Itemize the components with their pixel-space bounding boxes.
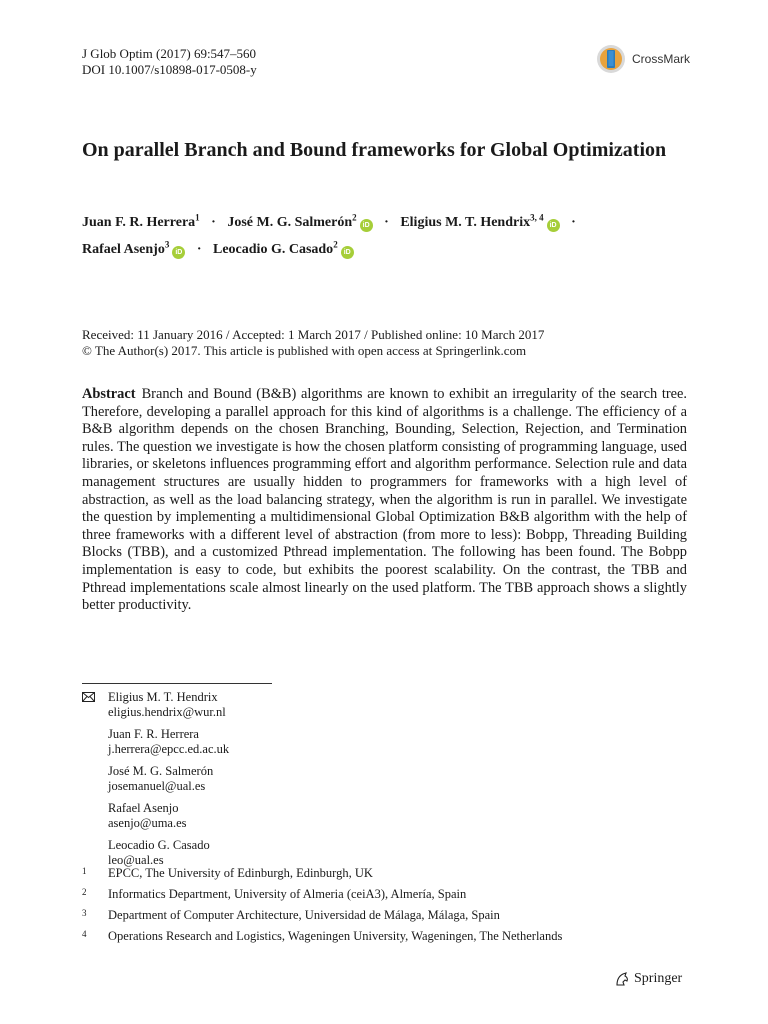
- contact-name: José M. G. Salmerón: [108, 764, 214, 778]
- author-affiliation-mark: 1: [195, 212, 200, 222]
- contact-name: Juan F. R. Herrera: [108, 727, 199, 741]
- paper-title: On parallel Branch and Bound frameworks for Global Optimization: [82, 139, 667, 161]
- author-name: Leocadio G. Casado: [213, 242, 334, 258]
- received-accepted-line: Received: 11 January 2016 / Accepted: 1 March 2017 / Published online: 10 March 2017: [82, 327, 545, 342]
- publisher-logo: [614, 971, 682, 987]
- author-separator: ·: [196, 242, 202, 258]
- copyright-line: © The Author(s) 2017. This article is published with open access at Springerlink.com: [82, 343, 527, 358]
- affiliation-text: Department of Computer Architecture, Universidad de Málaga, Málaga, Spain: [108, 908, 500, 922]
- contact-email[interactable]: asenjo@uma.es: [108, 816, 187, 830]
- contact-name: Eligius M. T. Hendrix: [108, 690, 218, 704]
- author: [400, 212, 559, 230]
- affiliation-item: [82, 887, 682, 902]
- author: [227, 212, 372, 230]
- crossmark-badge[interactable]: [596, 44, 690, 74]
- doi-link[interactable]: DOI 10.1007/s10898-017-0508-y: [82, 62, 257, 77]
- author-separator: ·: [211, 214, 216, 230]
- crossmark-label: CrossMark: [632, 52, 691, 66]
- contact-entry: [108, 764, 229, 794]
- contact-entry: [108, 838, 229, 868]
- author-name: Rafael Asenjo: [82, 242, 165, 258]
- abstract-text: Branch and Bound (B&B) algorithms are known to exhibit an irregularity of the search tree. Therefore, developing a parallel approach for this kind of algorithms is a challenge. The efficiency of a B&B algorithm depends on the chosen Branching, Bounding, Selection, Rejection, and Termination rules. The question we investigate is how the chosen platform consisting of programming language, used libraries, or skeletons influences programming effort and algorithm performance. Selection rule and data management structures are usually hidden to programmers for frameworks with a high level of abstraction, as well as the load balancing strategy, when the algorithm is run in parallel. We investigate the question by implementing a multidimensional Global Optimization B&B algorithm with the help of three frameworks with a different level of abstraction (from more to less): Bobpp, Threading Building Blocks (TBB), and a customized Pthread implementation. The following has been found. The Bobpp implementation is easy to code, but exhibits the poorest scalability. On the contrast, the TBB and Pthread implementations scale almost linearly on the used platform. The TBB approach shows a slightly better productivity.: [82, 386, 687, 614]
- abstract-label: Abstract: [82, 386, 136, 402]
- contact-email[interactable]: leo@ual.es: [108, 853, 164, 867]
- orcid-icon[interactable]: iD: [172, 246, 185, 259]
- author: [82, 239, 185, 258]
- author-affiliation-mark: 2: [352, 212, 357, 222]
- author: [82, 212, 200, 230]
- affiliation-text: EPCC, The University of Edinburgh, Edinburgh, UK: [108, 866, 373, 880]
- author: [213, 239, 354, 258]
- affiliation-item: [82, 908, 682, 923]
- affiliation-number: 3: [82, 908, 87, 918]
- author-separator: ·: [571, 214, 576, 230]
- author-name: Eligius M. T. Hendrix: [400, 214, 531, 230]
- contact-entry: [108, 690, 229, 720]
- author-affiliation-mark: 3: [164, 239, 170, 250]
- author-name: Juan F. R. Herrera: [82, 214, 196, 230]
- author-list: [82, 206, 692, 261]
- author-affiliation-mark: 3, 4: [530, 212, 544, 222]
- journal-header: [82, 46, 257, 78]
- affiliation-item: [82, 929, 682, 944]
- journal-citation: J Glob Optim (2017) 69:547–560: [82, 46, 257, 61]
- envelope-icon: [82, 692, 95, 702]
- footnote-rule: [82, 683, 272, 684]
- publisher-name: Springer: [634, 971, 683, 986]
- contact-entry: [108, 801, 229, 831]
- contact-entry: [108, 727, 229, 757]
- affiliation-number: 2: [82, 887, 87, 897]
- affiliation-item: [82, 866, 682, 881]
- contact-email[interactable]: j.herrera@epcc.ed.ac.uk: [108, 742, 230, 756]
- orcid-icon[interactable]: iD: [360, 219, 373, 232]
- orcid-icon[interactable]: iD: [547, 219, 560, 232]
- author-affiliation-mark: 2: [333, 239, 338, 250]
- affiliation-text: Informatics Department, University of Almeria (ceiA3), Almería, Spain: [108, 887, 467, 901]
- abstract: [82, 386, 687, 615]
- crossmark-icon: [596, 44, 626, 74]
- correspondence-block: [82, 690, 229, 875]
- affiliation-list: [82, 866, 682, 950]
- springer-horse-icon: [614, 971, 630, 987]
- contact-name: Rafael Asenjo: [108, 801, 179, 815]
- contact-email[interactable]: josemanuel@ual.es: [108, 779, 206, 793]
- contact-email[interactable]: eligius.hendrix@wur.nl: [108, 705, 226, 719]
- orcid-icon[interactable]: iD: [341, 246, 354, 259]
- author-name: José M. G. Salmerón: [227, 214, 353, 230]
- author-separator: ·: [384, 214, 389, 230]
- affiliation-number: 4: [82, 929, 87, 939]
- affiliation-number: 1: [82, 866, 87, 876]
- contact-name: Leocadio G. Casado: [108, 838, 210, 852]
- publication-dates: [82, 327, 544, 359]
- affiliation-text: Operations Research and Logistics, Wageningen University, Wageningen, The Netherlands: [108, 929, 563, 943]
